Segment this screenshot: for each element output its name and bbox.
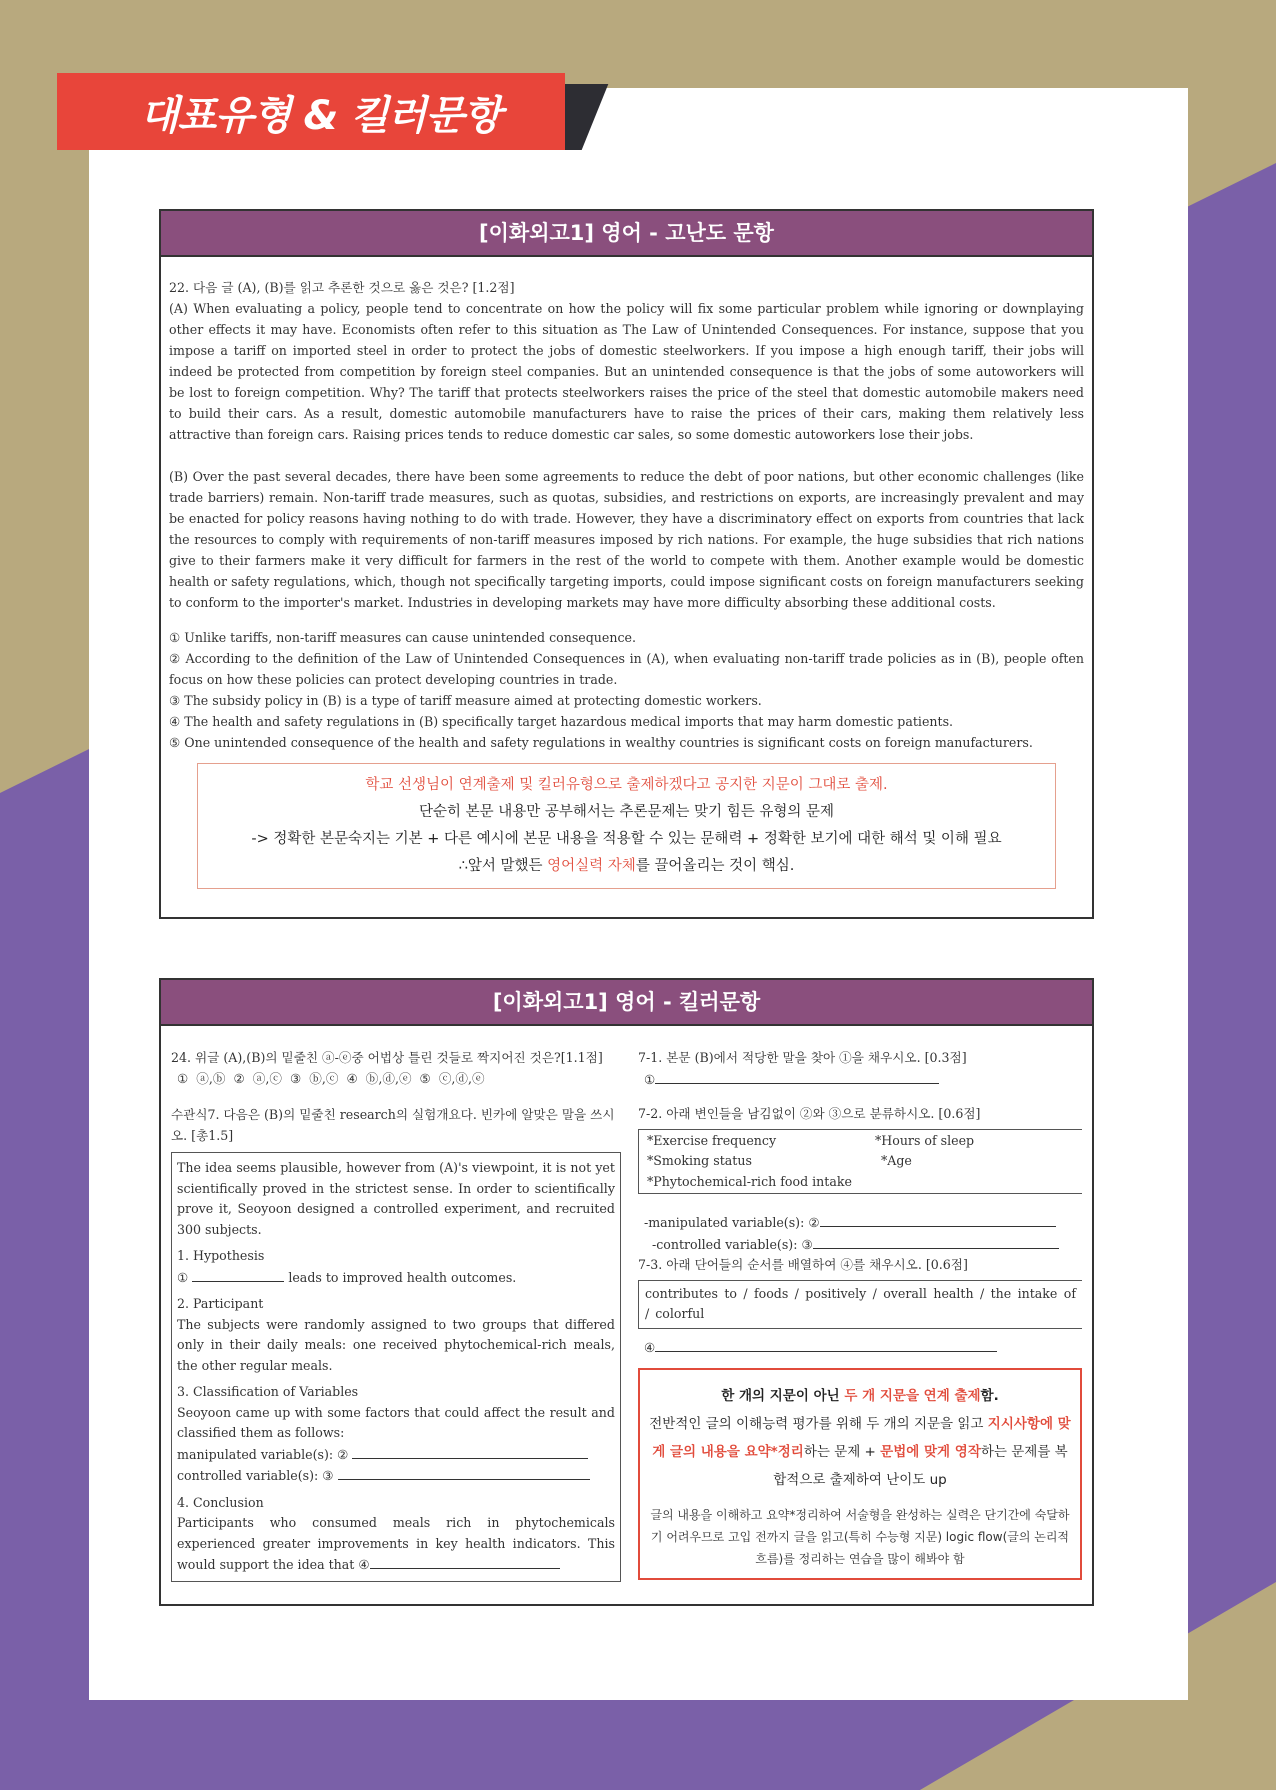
question-stem: 22. 다음 글 (A), (B)를 읽고 추론한 것으로 옳은 것은? [1.2점] bbox=[169, 280, 515, 295]
variables-heading: 3. Classification of Variables bbox=[177, 1384, 359, 1399]
controlled-line: controlled variable(s): ③ bbox=[177, 1465, 615, 1487]
participant-heading: 2. Participant bbox=[177, 1296, 264, 1311]
question-7-1: 7-1. 본문 (B)에서 적당한 말을 찾아 ①을 채우시오. [0.3점] bbox=[637, 1050, 967, 1065]
controlled-answer: -controlled variable(s): ③ bbox=[652, 1234, 1082, 1256]
experiment-outline-box bbox=[171, 1152, 621, 1582]
manipulated-line: manipulated variable(s): ② bbox=[177, 1444, 615, 1466]
conclusion-text: Participants who consumed meals rich in phytochemicals experienced greater improvements in key health indicators. This would support the idea that ④ bbox=[177, 1515, 615, 1572]
answer-blank-4[interactable] bbox=[655, 1337, 997, 1352]
blank-1[interactable] bbox=[192, 1267, 284, 1282]
commentary-line-1: 학교 선생님이 연계출제 및 킬러유형으로 출제하겠다고 공지한 지문이 그대로 출제. bbox=[365, 777, 888, 793]
manipulated-answer: -manipulated variable(s): ② bbox=[644, 1212, 1082, 1234]
conclusion-heading: 4. Conclusion bbox=[177, 1494, 264, 1510]
blank-3[interactable] bbox=[338, 1465, 590, 1480]
blank-4[interactable] bbox=[370, 1554, 560, 1569]
question-24-options: ① ⓐ,ⓑ ② ⓐ,ⓒ ③ ⓑ,ⓒ ④ ⓑ,ⓓ,ⓔ ⑤ ⓒ,ⓓ,ⓔ bbox=[177, 1070, 485, 1086]
commentary-box bbox=[197, 763, 1056, 889]
hypothesis-heading: 1. Hypothesis bbox=[177, 1248, 265, 1263]
option-1: ① Unlike tariffs, non-tariff measures can cause unintended consequence. bbox=[169, 630, 636, 645]
question-body bbox=[161, 257, 1092, 753]
analysis-box bbox=[638, 1368, 1082, 1580]
answer-options bbox=[169, 627, 1084, 753]
outline-intro: The idea seems plausible, however from (A)'s viewpoint, it is not yet scientifically proved in the strictest sense. In order to scientifically prove it, Seoyoon designed a controlled experiment, and recruited 300 subjects. bbox=[177, 1160, 615, 1237]
variable-item: *Phytochemical-rich food intake bbox=[646, 1173, 852, 1189]
answer-blank-1[interactable] bbox=[655, 1069, 939, 1084]
banner-title: 대표유형 & 킬러문항 bbox=[140, 93, 501, 139]
variable-item: *Smoking status bbox=[646, 1153, 752, 1168]
panel-header: [이화외고1] 영어 - 고난도 문항 bbox=[161, 211, 1092, 257]
question-7-3: 7-3. 아래 단어들의 순서를 배열하여 ④를 채우시오. [0.6점] bbox=[637, 1257, 968, 1272]
question-7-stem: 수관식7. 다음은 (B)의 밑줄친 research의 실험개요다. 빈카에 알맞은 말을 쓰시오. [총1.5] bbox=[171, 1107, 615, 1143]
variable-item: *Age bbox=[880, 1153, 912, 1168]
passage-a: (A) When evaluating a policy, people tend to concentrate on how the policy will fix some particular problem while ignoring or downplaying other effects it may have. Economists often refer to this situation as The Law of Unintended Consequences. For instance, suppose that you impose a tariff on imported steel in order to protect the jobs of domestic steelworkers. If you impose a high enough tariff, their jobs will indeed be protected from competition by foreign steel companies. But an unintended consequence is that the jobs of some autoworkers will be lost to foreign competition. Why? The tariff that protects steelworkers raises the price of the steel that domestic automobile makers need to build their cars. As a result, domestic automobile manufacturers have to raise the prices of their cars, making them relatively less attractive than foreign cars. Raising prices tends to reduce domestic car sales, so some domestic autoworkers lose their jobs. bbox=[169, 301, 1084, 442]
commentary-line-3: -> 정확한 본문숙지는 기본 + 다른 예시에 본문 내용을 적용할 수 있는 문해력 + 정확한 보기에 대한 해석 및 이해 필요 bbox=[251, 831, 1002, 847]
right-column bbox=[638, 1048, 1082, 1582]
participant-text: The subjects were randomly assigned to two groups that differed only in their daily meals: one received phytochemical-rich meals, the other regular meals. bbox=[177, 1316, 615, 1373]
passage-b: (B) Over the past several decades, there have been some agreements to reduce the debt of poor nations, but other economic challenges (like trade barriers) remain. Non-tariff trade measures, such as quotas, subsidies, and restrictions on exports, are increasingly prevalent and may be enacted for policy reasons having nothing to do with trade. However, they have a discriminatory effect on exports from countries that lack the resources to comply with requirements of non-tariff measures imposed by rich nations. For example, the huge subsidies that rich nations give to their farmers make it very difficult for farmers in the rest of the world to compete with them. Another example would be domestic health or safety regulations, which, though not specifically targeting imports, could impose significant costs on foreign manufacturers seeking to conform to the importer's market. Industries in developing markets may have more difficulty absorbing these additional costs. bbox=[169, 469, 1084, 610]
commentary-line-2: 단순히 본문 내용만 공부해서는 추론문제는 맞기 힘든 유형의 문제 bbox=[418, 804, 835, 820]
variable-item: *Hours of sleep bbox=[874, 1132, 975, 1148]
answer-blank-3[interactable] bbox=[813, 1234, 1059, 1249]
hypothesis-line: ① leads to improved health outcomes. bbox=[177, 1267, 615, 1289]
answer-blank-2[interactable] bbox=[820, 1212, 1056, 1227]
variable-item: *Exercise frequency bbox=[646, 1132, 777, 1148]
killer-question-panel bbox=[159, 978, 1094, 1606]
question-24: 24. 위글 (A),(B)의 밑줄친 ⓐ-ⓔ중 어법상 틀린 것들로 짝지어진 것은?[1.1점] bbox=[171, 1050, 603, 1065]
variables-box bbox=[638, 1129, 1082, 1195]
variables-text: Seoyoon came up with some factors that could affect the result and classified them as follows: bbox=[177, 1404, 615, 1440]
analysis-line-2: 전반적인 글의 이해능력 평가를 위해 두 개의 지문을 읽고 지시사항에 맞게 글의 내용을 요약*정리하는 문제 + 문법에 맞게 영작하는 문제를 복합적으로 출제하여 난이도 up bbox=[649, 1416, 1071, 1488]
option-4: ④ The health and safety regulations in (B) specifically target hazardous medical imports that may harm domestic patients. bbox=[169, 714, 954, 729]
answer-7-3: ④ bbox=[644, 1337, 1082, 1359]
word-bank-box: contributes to / foods / positively / overall health / the intake of / colorful bbox=[638, 1280, 1082, 1329]
panel-header: [이화외고1] 영어 - 킬러문항 bbox=[161, 980, 1092, 1026]
hard-question-panel bbox=[159, 209, 1094, 919]
answer-7-1: ① bbox=[644, 1069, 1082, 1091]
question-7-2: 7-2. 아래 변인들을 남김없이 ②와 ③으로 분류하시오. [0.6점] bbox=[637, 1106, 981, 1121]
left-column bbox=[171, 1048, 621, 1582]
analysis-line-1: 한 개의 지문이 아닌 두 개 지문을 연계 출제함. bbox=[721, 1388, 999, 1404]
option-3: ③ The subsidy policy in (B) is a type of tariff measure aimed at protecting domestic workers. bbox=[169, 693, 762, 708]
blank-2[interactable] bbox=[352, 1444, 588, 1459]
option-2: ② According to the definition of the Law of Unintended Consequences in (A), when evaluating non-tariff trade policies as in (B), people often focus on how these policies can protect developing countries in trade. bbox=[169, 651, 1084, 687]
option-5: ⑤ One unintended consequence of the health and safety regulations in wealthy countries is significant costs on foreign manufacturers. bbox=[169, 735, 1033, 750]
commentary-line-4: ∴앞서 말했든 영어실력 자체를 끌어올리는 것이 핵심. bbox=[458, 858, 795, 874]
analysis-line-3: 글의 내용을 이해하고 요약*정리하여 서술형을 완성하는 실력은 단기간에 숙달하기 어려우므로 고입 전까지 글을 읽고(특히 수능형 지문) logic flow(글의 논리적 흐름)를 정리하는 연습을 많이 해봐야 함 bbox=[650, 1508, 1070, 1566]
